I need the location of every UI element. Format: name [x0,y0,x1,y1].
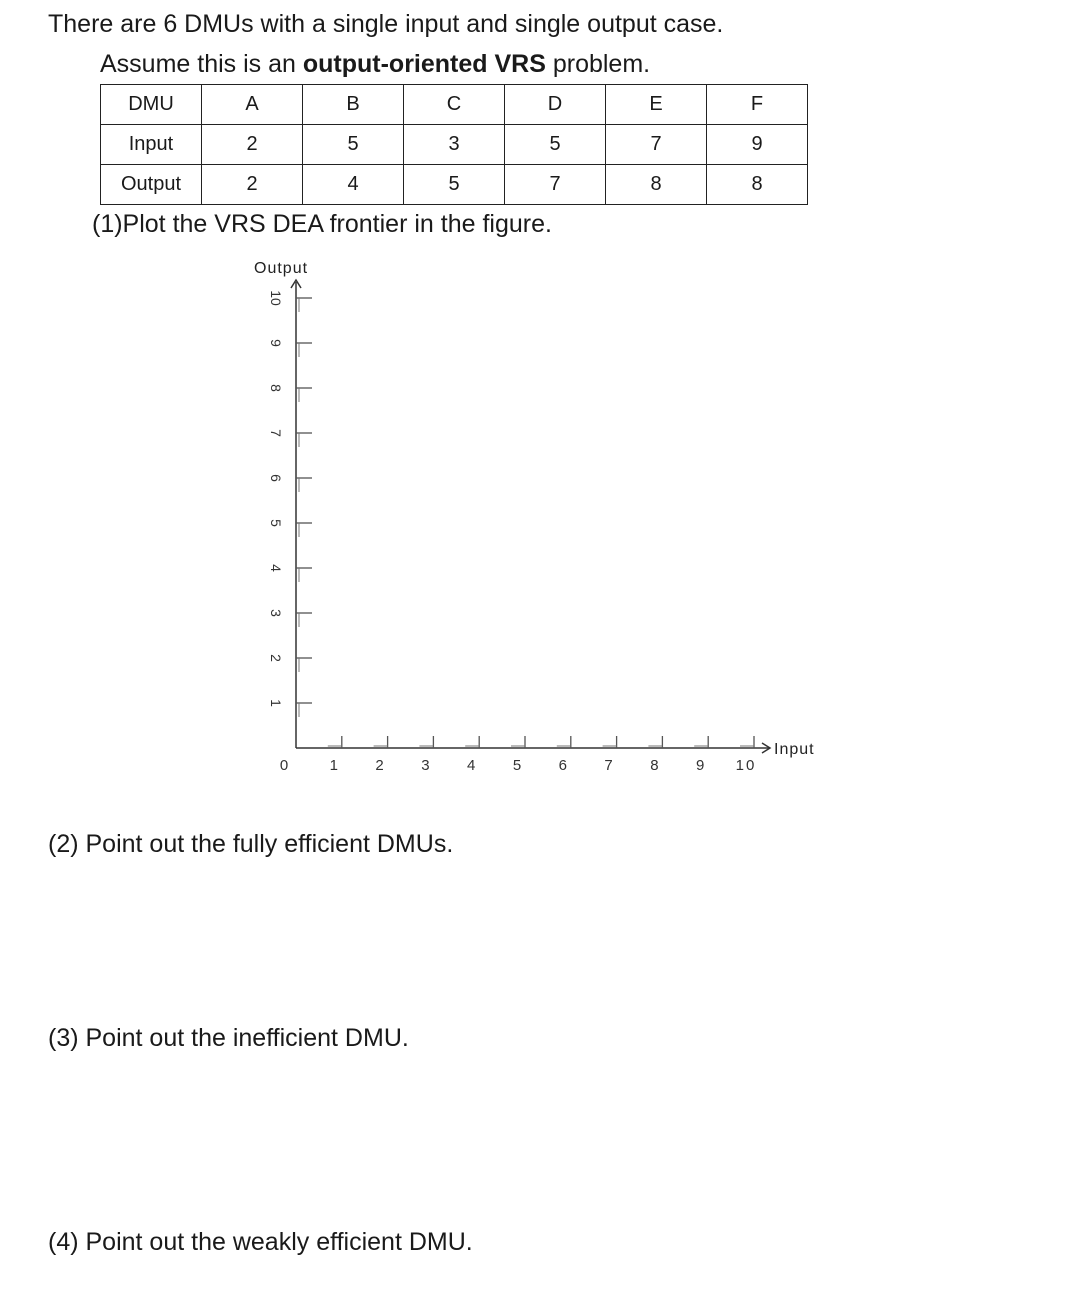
table-cell: DMU [101,85,202,125]
table-cell: E [606,85,707,125]
table-cell: 5 [303,125,404,165]
table-cell: 4 [303,165,404,205]
x-tick-label: 9 [696,757,705,774]
assume-bold: output-oriented VRS [302,50,546,78]
x-tick-label: 10 [735,757,757,774]
x-tick-label: 7 [604,757,613,774]
y-tick-label: 6 [268,474,284,482]
y-axis-label: Output [254,260,309,277]
x-tick-label: 4 [467,757,476,774]
table-cell: C [404,85,505,125]
table-cell: 2 [202,165,303,205]
table-cell: Output [101,165,202,205]
y-tick-label: 4 [268,564,284,572]
x-axis-label: Input [774,741,815,758]
table-cell: 7 [606,125,707,165]
table-cell: D [505,85,606,125]
assume-suffix: problem. [545,50,651,78]
y-tick-label: 3 [268,609,284,617]
x-tick-label: 1 [329,757,338,774]
table-cell: 8 [707,165,808,205]
x-tick-label: 2 [375,757,384,774]
x-tick-label: 3 [421,757,430,774]
table-cell: 3 [404,125,505,165]
table-cell: A [202,85,303,125]
x-tick-label: 0 [279,757,289,774]
table-cell: B [303,85,404,125]
table-cell: 8 [606,165,707,205]
question-4: (4) Point out the weakly efficient DMU. [48,1228,473,1256]
table-cell: 5 [404,165,505,205]
x-tick-label: 5 [512,757,522,774]
question-1: (1)Plot the VRS DEA frontier in the figure. [92,210,552,238]
y-tick-label: 7 [268,429,284,437]
question-3: (3) Point out the inefficient DMU. [48,1024,409,1052]
question-2: (2) Point out the fully efficient DMUs. [48,830,454,858]
intro-text: There are 6 DMUs with a single input and single output case. [48,10,724,38]
table-cell: 7 [505,165,606,205]
y-tick-label: 10 [268,290,284,306]
y-tick-label: 9 [268,339,284,347]
y-tick-label: 8 [268,384,284,392]
y-tick-label: 5 [268,519,284,527]
table-cell: 9 [707,125,808,165]
table-cell: F [707,85,808,125]
table-cell: 2 [202,125,303,165]
y-tick-label: 2 [268,654,284,662]
y-tick-label: 1 [268,699,284,707]
x-tick-label: 8 [650,757,659,774]
assume-prefix: Assume this is an [100,50,303,78]
table-cell: 5 [505,125,606,165]
table-cell: Input [101,125,202,165]
x-tick-label: 6 [558,757,567,774]
